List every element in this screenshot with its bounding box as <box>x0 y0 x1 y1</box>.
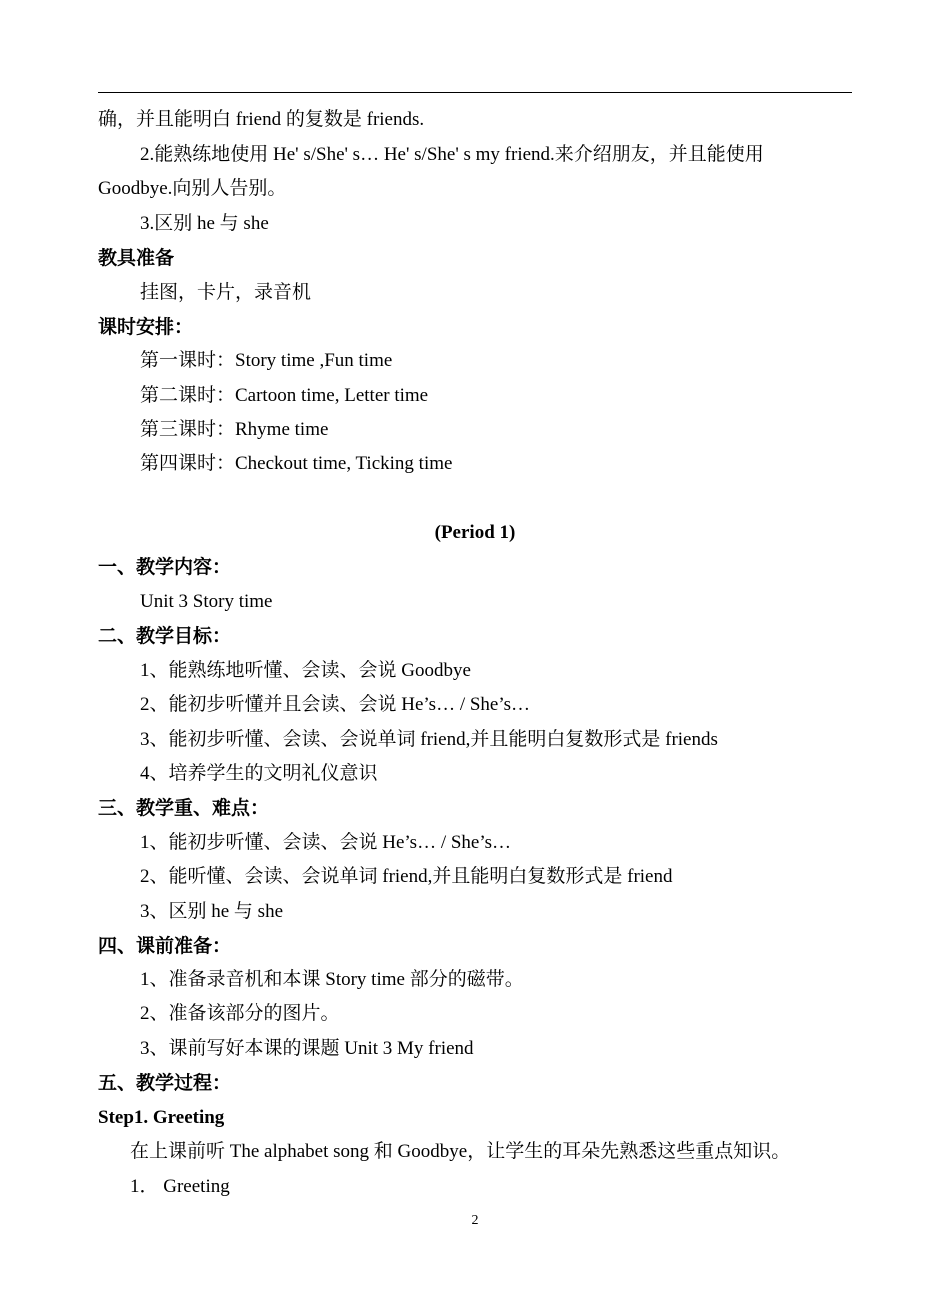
key-point-item: 3、区别 he 与 she <box>140 901 284 922</box>
step1-sub-item: 1． Greeting <box>130 1176 230 1197</box>
schedule-item: 第二课时：Cartoon time, Letter time <box>140 385 429 406</box>
intro-line-1: 确，并且能明白 friend 的复数是 friends. <box>98 109 425 130</box>
preparation-item: 1、准备录音机和本课 Story time 部分的磁带。 <box>140 969 524 990</box>
goal-item: 4、培养学生的文明礼仪意识 <box>140 763 378 784</box>
content-text: Unit 3 Story time <box>140 591 273 612</box>
process-heading: 五、教学过程： <box>98 1073 232 1094</box>
key-point-item: 2、能听懂、会读、会说单词 friend,并且能明白复数形式是 friend <box>140 866 673 887</box>
header-rule <box>98 92 852 93</box>
schedule-item: 第三课时：Rhyme time <box>140 419 329 440</box>
schedule-item: 第一课时：Story time ,Fun time <box>140 350 393 371</box>
preparation-item: 2、准备该部分的图片。 <box>140 1003 340 1024</box>
content-heading: 一、教学内容： <box>98 557 232 578</box>
goal-item: 3、能初步听懂、会读、会说单词 friend,并且能明白复数形式是 friends <box>140 729 718 750</box>
intro-line-3: Goodbye.向别人告别。 <box>98 178 287 199</box>
goal-item: 2、能初步听懂并且会读、会说 He’s… / She’s… <box>140 694 531 715</box>
intro-line-4: 3.区别 he 与 she <box>140 213 269 234</box>
goal-item: 1、能熟练地听懂、会读、会说 Goodbye <box>140 660 471 681</box>
materials-heading: 教具准备 <box>98 248 175 269</box>
page-number: 2 <box>471 1213 479 1228</box>
key-point-item: 1、能初步听懂、会读、会说 He’s… / She’s… <box>140 832 512 853</box>
step1-text: 在上课前听 The alphabet song 和 Goodbye，让学生的耳朵先熟悉这些重点知识。 <box>130 1141 791 1162</box>
preparation-item: 3、课前写好本课的课题 Unit 3 My friend <box>140 1038 474 1059</box>
materials-text: 挂图，卡片，录音机 <box>140 282 312 303</box>
key-points-heading: 三、教学重、难点： <box>98 798 270 819</box>
intro-line-2: 2.能熟练地使用 He' s/She' s… He' s/She' s my friend.来介绍朋友，并且能使用 <box>140 144 764 165</box>
schedule-heading: 课时安排： <box>98 317 194 338</box>
step1-heading: Step1. Greeting <box>98 1107 225 1128</box>
goals-heading: 二、教学目标： <box>98 626 232 647</box>
schedule-item: 第四课时：Checkout time, Ticking time <box>140 453 453 474</box>
period-title: (Period 1) <box>434 522 516 543</box>
preparation-heading: 四、课前准备： <box>98 936 232 957</box>
